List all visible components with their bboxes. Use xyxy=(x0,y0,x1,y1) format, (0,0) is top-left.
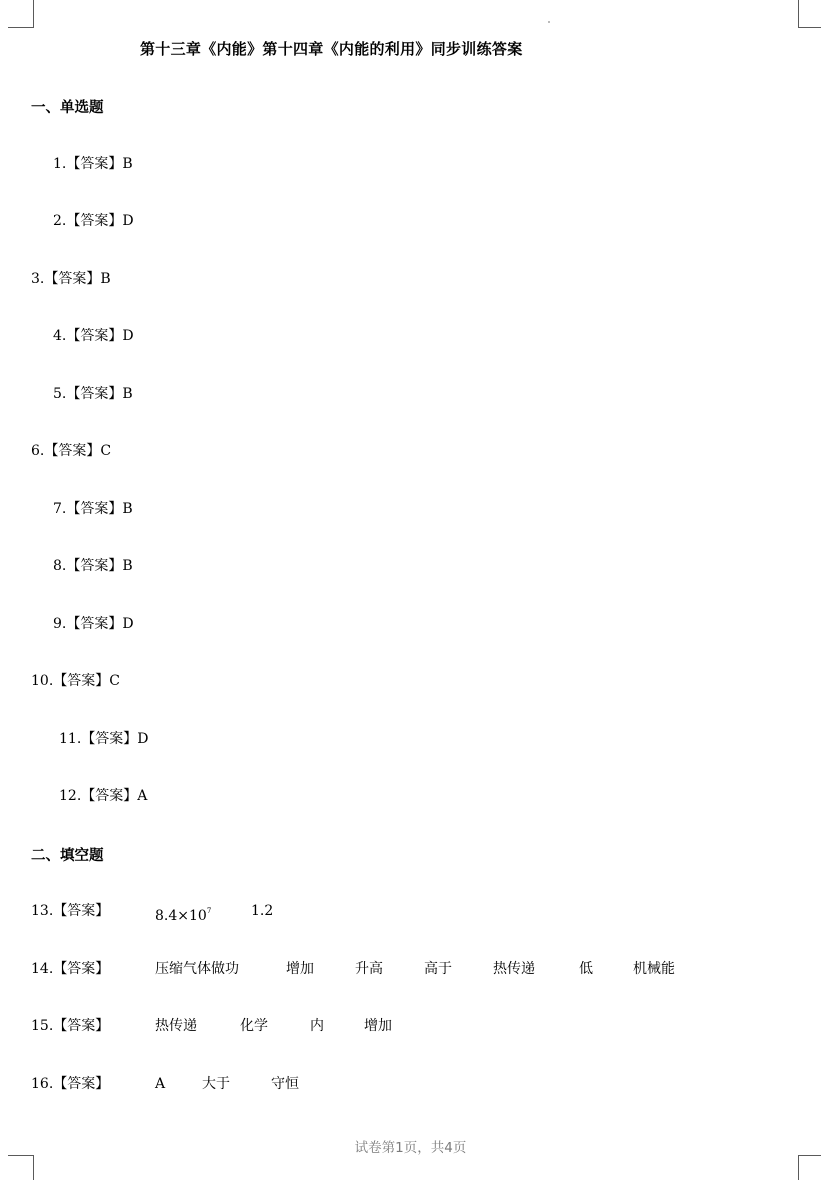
answer-line xyxy=(31,1017,811,1037)
question-number: 6. xyxy=(31,443,45,459)
answer-value: B xyxy=(122,156,133,172)
answer-blank-value: 压缩气体做功 xyxy=(155,961,239,977)
question-number: 3. xyxy=(31,271,45,287)
answer-value: D xyxy=(122,213,134,229)
question-number: 13. xyxy=(31,903,54,919)
question-number: 11. xyxy=(59,731,82,747)
answer-value: A xyxy=(137,788,148,804)
answer-line xyxy=(31,442,111,460)
question-number: 15. xyxy=(31,1018,54,1034)
answer-line xyxy=(53,327,134,345)
answer-label: 【答案】 xyxy=(66,328,123,344)
answer-label: 【答案】 xyxy=(66,386,123,402)
answer-line xyxy=(59,787,147,805)
answer-blank-value: 1.2 xyxy=(251,903,274,919)
answer-label: 【答案】 xyxy=(53,961,110,977)
answer-blank-value: 增加 xyxy=(286,961,314,977)
answer-label: 【答案】 xyxy=(66,558,123,574)
answer-line xyxy=(31,902,811,922)
question-number: 14. xyxy=(31,961,54,977)
crop-mark-bottom-left-v xyxy=(33,1155,34,1180)
answer-line xyxy=(53,500,133,518)
answer-value: C xyxy=(109,673,120,689)
answer-blank-value: 低 xyxy=(579,961,593,977)
answer-line xyxy=(53,212,134,230)
question-number: 16. xyxy=(31,1076,54,1092)
answer-label: 【答案】 xyxy=(44,443,101,459)
answer-blank-value: 机械能 xyxy=(633,961,675,977)
question-number: 7. xyxy=(53,501,67,517)
page-footer: 试卷第1页，共4页 xyxy=(354,1140,467,1156)
answer-blank-value: 大于 xyxy=(202,1076,230,1092)
answer-line xyxy=(31,1075,811,1095)
answer-line xyxy=(31,960,811,980)
answer-label: 【答案】 xyxy=(66,616,123,632)
answer-label: 【答案】 xyxy=(81,788,138,804)
answer-blank-value: 守恒 xyxy=(271,1076,299,1092)
answer-line xyxy=(59,730,149,748)
answer-value: D xyxy=(137,731,149,747)
answer-value: C xyxy=(100,443,112,459)
answer-value: D xyxy=(122,328,134,344)
answer-label: 【答案】 xyxy=(53,1018,110,1034)
answer-blank-value: 高于 xyxy=(424,961,452,977)
question-number: 10. xyxy=(31,673,54,689)
crop-mark-top-left-h xyxy=(8,27,34,28)
answer-label: 【答案】 xyxy=(53,673,110,689)
section-heading-single-choice: 一、单选题 xyxy=(31,100,104,116)
answer-line xyxy=(31,672,120,690)
answer-line xyxy=(53,155,133,173)
question-number: 2. xyxy=(53,213,67,229)
answer-blank-value: 热传递 xyxy=(493,961,535,977)
question-number: 4. xyxy=(53,328,67,344)
answer-value: B xyxy=(122,386,133,402)
answer-blank-value: 增加 xyxy=(364,1018,392,1034)
question-number: 9. xyxy=(53,616,67,632)
crop-mark-top-right-v xyxy=(798,0,799,27)
answer-label: 【答案】 xyxy=(66,213,123,229)
answer-blank-value: 内 xyxy=(310,1018,324,1034)
answer-label: 【答案】 xyxy=(53,903,110,919)
answer-value: B xyxy=(100,271,111,287)
answer-line xyxy=(31,270,111,288)
answer-label: 【答案】 xyxy=(66,156,123,172)
answer-blank-value: A xyxy=(155,1076,166,1092)
answer-value: B xyxy=(122,558,133,574)
answer-value: D xyxy=(122,616,134,632)
answer-line xyxy=(53,385,133,403)
answer-value: B xyxy=(122,501,133,517)
answer-label: 【答案】 xyxy=(44,271,101,287)
answer-line xyxy=(53,615,134,633)
question-number: 8. xyxy=(53,558,67,574)
speck xyxy=(548,21,550,23)
crop-mark-bottom-right-v xyxy=(798,1155,799,1180)
answer-blank-value: $8.4\times 10^7$ xyxy=(155,907,212,924)
answer-label: 【答案】 xyxy=(81,731,138,747)
answer-blank-value: 升高 xyxy=(355,961,383,977)
crop-mark-top-left-v xyxy=(33,0,34,27)
page-title: 第十三章《内能》第十四章《内能的利用》同步训练答案 xyxy=(140,40,523,58)
answer-label: 【答案】 xyxy=(53,1076,110,1092)
answer-label: 【答案】 xyxy=(66,501,123,517)
question-number: 5. xyxy=(53,386,67,402)
answer-blank-value: 化学 xyxy=(240,1018,268,1034)
crop-mark-top-right-h xyxy=(798,27,821,28)
answer-blank-value: 热传递 xyxy=(155,1018,197,1034)
question-number: 12. xyxy=(59,788,82,804)
answer-line xyxy=(53,557,133,575)
question-number: 1. xyxy=(53,156,67,172)
section-heading-fill-blank: 二、填空题 xyxy=(31,848,104,864)
exponent: 7 xyxy=(206,907,212,915)
